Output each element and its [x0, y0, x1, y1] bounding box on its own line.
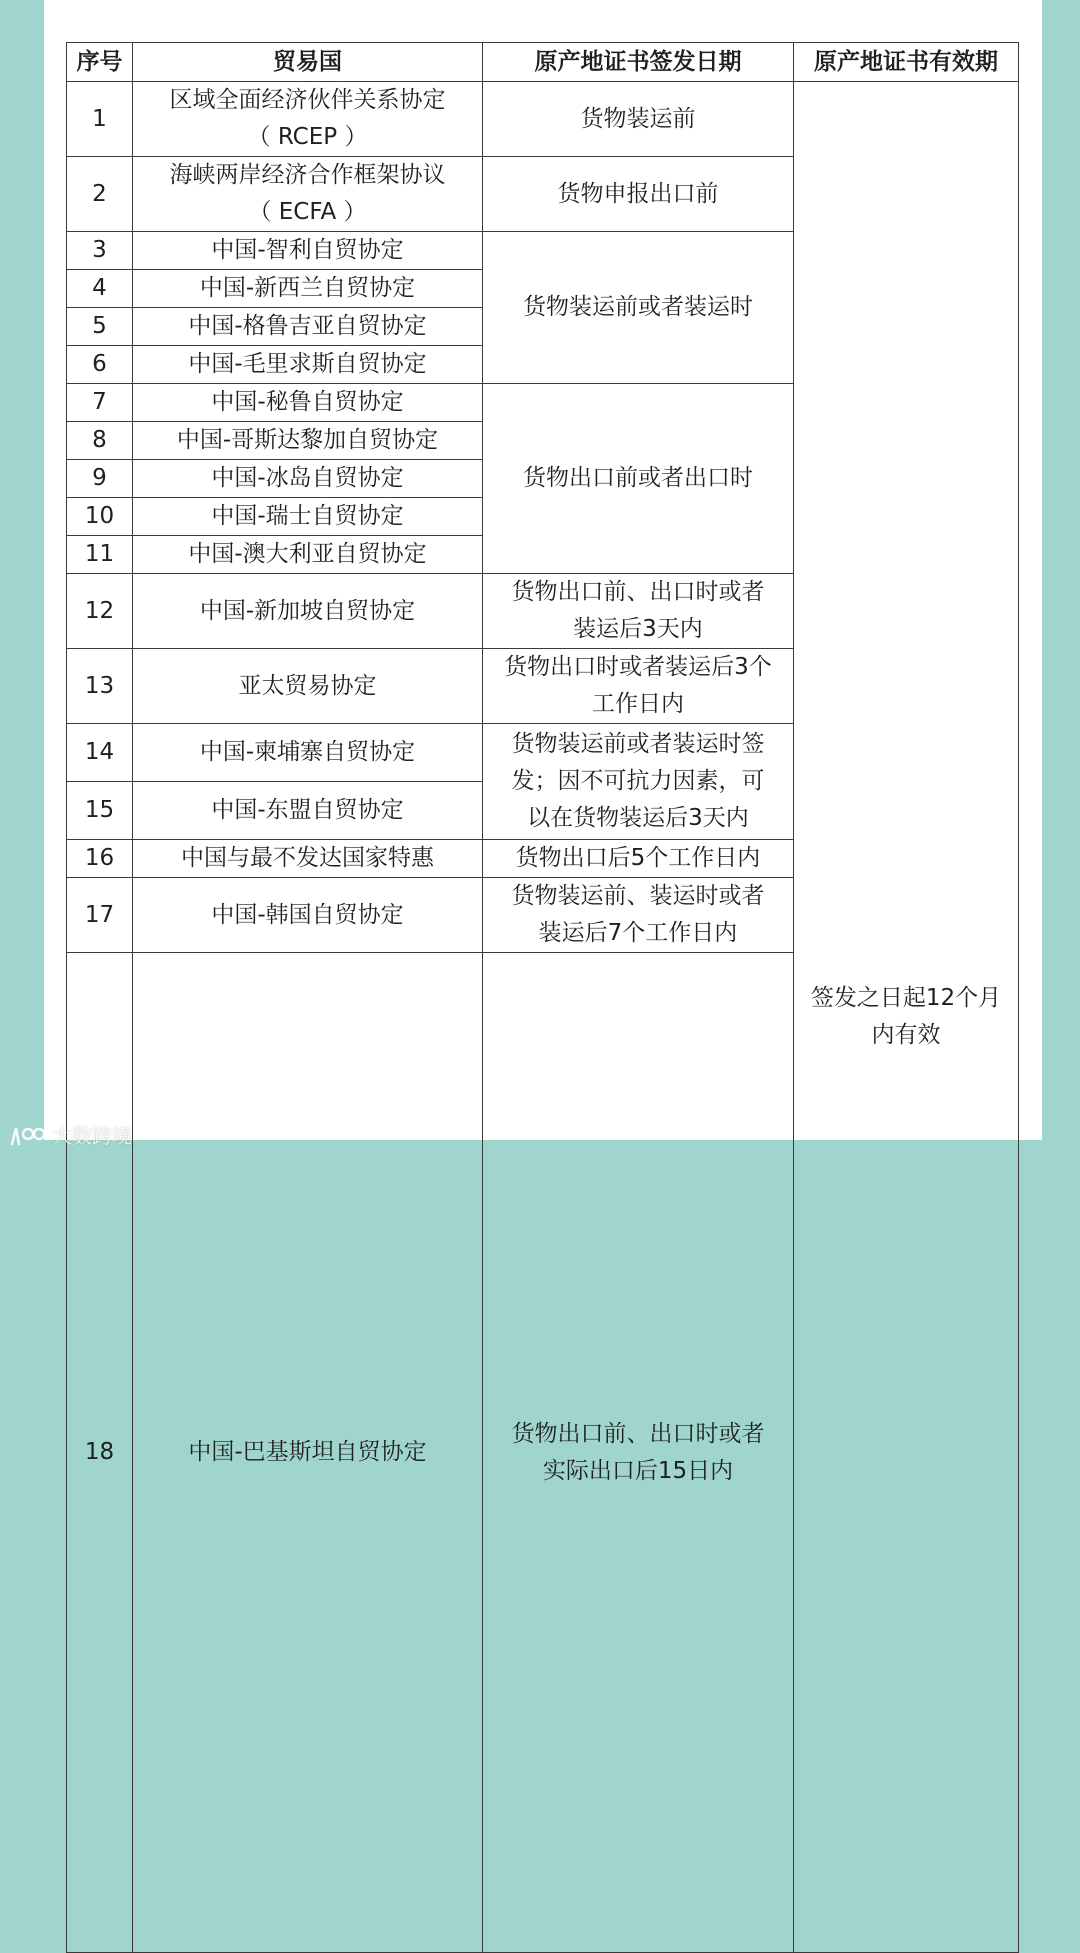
- row-number: 2: [67, 157, 133, 232]
- trade-country-line: 区域全面经济伙伴关系协定: [169, 87, 446, 113]
- trade-country-cell: 中国-新西兰自贸协定: [133, 270, 483, 308]
- header-trade-country: 贸易国: [133, 43, 483, 82]
- issue-date-line: 货物出口前、出口时或者: [511, 579, 765, 605]
- trade-country-cell: 亚太贸易协定: [133, 649, 483, 724]
- issue-date-cell: [483, 953, 794, 1953]
- watermark: [8, 1120, 132, 1149]
- row-number: 17: [67, 878, 133, 953]
- issue-date-cell: 货物出口后5个工作日内: [483, 840, 794, 878]
- watermark-text: 大数跨境: [52, 1124, 132, 1148]
- trade-country-cell: [133, 157, 483, 232]
- trade-country-cell: 中国-新加坡自贸协定: [133, 574, 483, 649]
- row-number: 12: [67, 574, 133, 649]
- issue-date-cell: 货物装运前: [483, 82, 794, 157]
- header-serial: 序号: [67, 43, 133, 82]
- trade-country-cell: 中国-秘鲁自贸协定: [133, 384, 483, 422]
- issue-date-line: 货物出口时或者装运后3个: [504, 654, 772, 680]
- table-header-row: [67, 43, 1019, 82]
- validity-cell: [794, 82, 1019, 1953]
- row-number: 4: [67, 270, 133, 308]
- issue-date-cell: 货物装运前或者装运时: [483, 232, 794, 384]
- issue-date-line: 货物出口前、出口时或者: [511, 1420, 765, 1447]
- trade-country-cell: 中国与最不发达国家特惠: [133, 840, 483, 878]
- table-row: [67, 82, 1019, 157]
- brand-logo-icon: [8, 1122, 46, 1148]
- row-number: 1: [67, 82, 133, 157]
- row-number: 5: [67, 308, 133, 346]
- row-number: 10: [67, 498, 133, 536]
- validity-line: 签发之日起12个月: [810, 985, 1002, 1011]
- trade-country-cell: 中国-巴基斯坦自贸协定: [133, 953, 483, 1953]
- trade-country-cell: 中国-哥斯达黎加自贸协定: [133, 422, 483, 460]
- validity-line: 内有效: [871, 1022, 941, 1048]
- trade-country-line: （ ECFA ）: [248, 199, 367, 225]
- issue-date-cell: [483, 574, 794, 649]
- row-number: 14: [67, 724, 133, 782]
- issue-date-cell: 货物申报出口前: [483, 157, 794, 232]
- trade-country-line: （ RCEP ）: [247, 124, 368, 150]
- trade-country-cell: 中国-智利自贸协定: [133, 232, 483, 270]
- issue-date-cell: [483, 878, 794, 953]
- issue-date-line: 装运后3天内: [573, 616, 703, 642]
- trade-country-cell: 中国-柬埔寨自贸协定: [133, 724, 483, 782]
- row-number: 11: [67, 536, 133, 574]
- header-issue-date: 原产地证书签发日期: [483, 43, 794, 82]
- issue-date-line: 货物装运前、装运时或者: [511, 883, 765, 909]
- issue-date-line: 以在货物装运后3天内: [527, 805, 749, 831]
- issue-date-line: 实际出口后15日内: [542, 1457, 734, 1484]
- row-number: 15: [67, 782, 133, 840]
- row-number: 3: [67, 232, 133, 270]
- row-number: 16: [67, 840, 133, 878]
- row-number: 7: [67, 384, 133, 422]
- trade-country-cell: 中国-瑞士自贸协定: [133, 498, 483, 536]
- trade-country-cell: 中国-格鲁吉亚自贸协定: [133, 308, 483, 346]
- issue-date-line: 发；因不可抗力因素，可: [511, 768, 765, 794]
- row-number: 18: [67, 953, 133, 1953]
- certificate-of-origin-table: [66, 42, 1019, 1953]
- trade-country-line: 海峡两岸经济合作框架协议: [169, 162, 446, 188]
- trade-country-cell: 中国-澳大利亚自贸协定: [133, 536, 483, 574]
- trade-country-cell: 中国-冰岛自贸协定: [133, 460, 483, 498]
- trade-country-cell: 中国-东盟自贸协定: [133, 782, 483, 840]
- row-number: 8: [67, 422, 133, 460]
- trade-country-cell: 中国-韩国自贸协定: [133, 878, 483, 953]
- trade-country-cell: [133, 82, 483, 157]
- trade-country-cell: 中国-毛里求斯自贸协定: [133, 346, 483, 384]
- header-validity: 原产地证书有效期: [794, 43, 1019, 82]
- issue-date-line: 工作日内: [592, 691, 684, 717]
- issue-date-cell: [483, 724, 794, 840]
- issue-date-line: 货物装运前或者装运时签: [511, 731, 765, 757]
- row-number: 9: [67, 460, 133, 498]
- row-number: 13: [67, 649, 133, 724]
- issue-date-line: 装运后7个工作日内: [538, 920, 738, 946]
- issue-date-cell: [483, 649, 794, 724]
- row-number: 6: [67, 346, 133, 384]
- issue-date-cell: 货物出口前或者出口时: [483, 384, 794, 574]
